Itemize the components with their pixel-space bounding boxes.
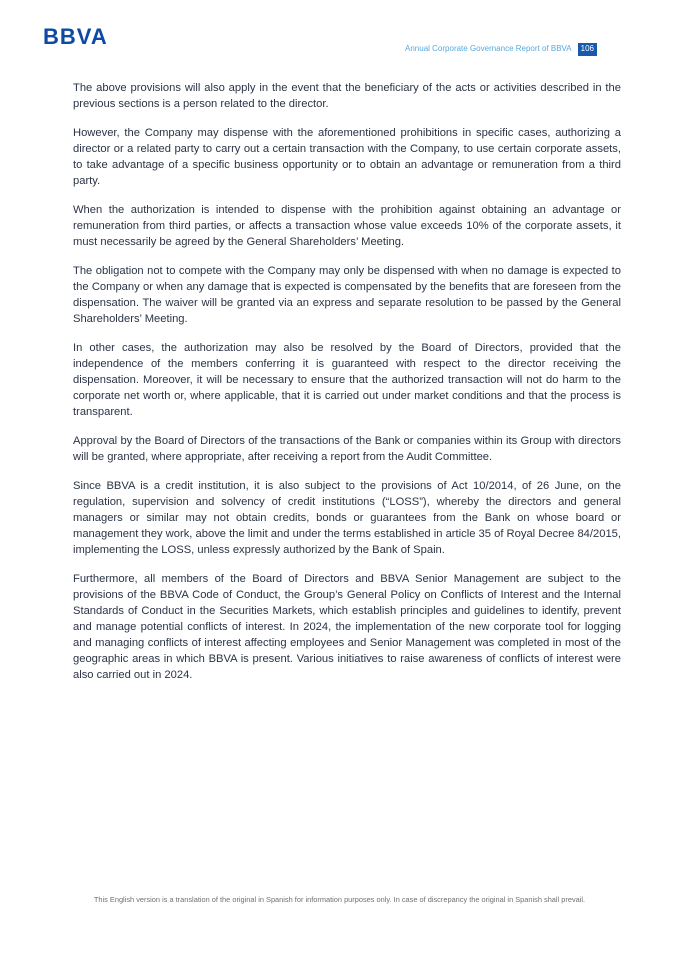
paragraph: Furthermore, all members of the Board of Directors and BBVA Senior Management are subject to the provisions of the BBVA Code of Conduct, the Group’s General Policy on Conflicts of Interest and the Internal Standards of Conduct in the Securities Markets, which establish principles and guidelines to identify, prevent and manage potential conflicts of interest. In 2024, the implementation of the new corporate tool for logging and managing conflicts of interest affecting employees and Senior Management was completed in most of the geographic areas in which BBVA is present. Various initiatives to raise awareness of conflicts of interest were also carried out in 2024. <box>73 573 621 681</box>
page-number-badge: 106 <box>578 43 597 56</box>
footer-disclaimer: This English version is a translation of the original in Spanish for information purposes only. In case of discrepancy the original in Spanish shall prevail. <box>93 895 586 904</box>
paragraph: However, the Company may dispense with the aforementioned prohibitions in specific cases, authorizing a director or a related party to carry out a certain transaction with the Company, to use certain corporate assets, to take advantage of a specific business opportunity or to obtain an advantage or remuneration from a third party. <box>73 127 621 187</box>
paragraph: Since BBVA is a credit institution, it is also subject to the provisions of Act 10/2014, of 26 June, on the regulation, supervision and solvency of credit institutions (“LOSS”), whereby the directors and general managers or similar may not obtain credits, bonds or guarantees from the Bank on whose board or management they work, above the limit and under the terms established in article 35 of Royal Decree 84/2015, implementing the LOSS, unless expressly authorized by the Bank of Spain. <box>73 480 621 556</box>
document-body <box>73 80 621 696</box>
paragraph: In other cases, the authorization may also be resolved by the Board of Directors, provided that the independence of the members conferring it is guaranteed with respect to the director receiving the dispensation. Moreover, it will be necessary to ensure that the authorized transaction will not do harm to the corporate net worth or, where applicable, that it is carried out under market conditions and that the process is transparent. <box>73 342 621 418</box>
bbva-logo: BBVA <box>43 24 108 49</box>
page-header <box>405 43 597 56</box>
report-title: Annual Corporate Governance Report of BBVA <box>405 44 572 54</box>
paragraph: The above provisions will also apply in the event that the beneficiary of the acts or activities described in the previous sections is a person related to the director. <box>73 82 621 110</box>
paragraph: Approval by the Board of Directors of the transactions of the Bank or companies within its Group with directors will be granted, where appropriate, after receiving a report from the Audit Committee. <box>73 435 621 463</box>
paragraph: The obligation not to compete with the Company may only be dispensed with when no damage is expected to the Company or when any damage that is expected is compensated by the benefits that are foreseen from the dispensation. The waiver will be granted via an express and separate resolution to be passed by the General Shareholders’ Meeting. <box>73 265 621 325</box>
paragraph: When the authorization is intended to dispense with the prohibition against obtaining an advantage or remuneration from third parties, or affects a transaction whose value exceeds 10% of the corporate assets, it must necessarily be agreed by the General Shareholders’ Meeting. <box>73 204 621 248</box>
